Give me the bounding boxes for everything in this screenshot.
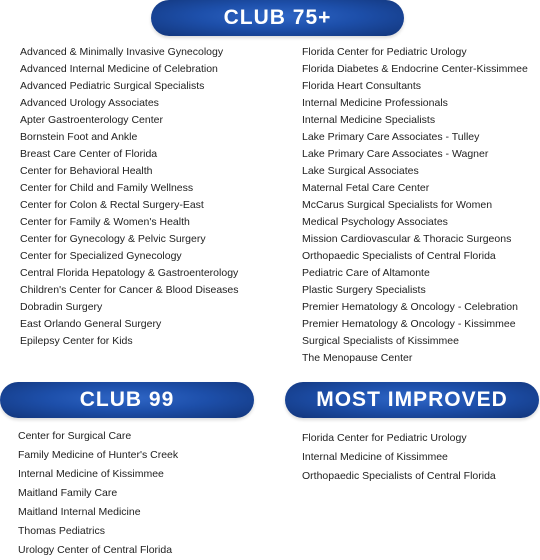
- practice-list-item: Center for Specialized Gynecology: [20, 250, 182, 262]
- practice-list-item: Florida Center for Pediatric Urology: [302, 432, 467, 444]
- practice-list-item: Center for Colon & Rectal Surgery-East: [20, 199, 204, 211]
- practice-list-item: Premier Hematology & Oncology - Celebration: [302, 301, 518, 313]
- most-improved-title: MOST IMPROVED: [316, 388, 508, 411]
- practice-list-item: Medical Psychology Associates: [302, 216, 448, 228]
- practice-list-item: Urology Center of Central Florida: [18, 544, 173, 556]
- club-75-banner: [151, 0, 404, 36]
- practice-list-item: Mission Cardiovascular & Thoracic Surgeons: [302, 233, 512, 245]
- practice-list-item: Florida Center for Pediatric Urology: [302, 46, 467, 58]
- practice-list-item: Bornstein Foot and Ankle: [20, 131, 138, 143]
- practice-list-item: Plastic Surgery Specialists: [302, 284, 426, 296]
- practice-list-item: Internal Medicine Specialists: [302, 114, 436, 126]
- club-99-banner: [0, 382, 254, 418]
- club-75-title: CLUB 75+: [223, 6, 332, 29]
- practice-list-item: Florida Diabetes & Endocrine Center-Kissimmee: [302, 63, 528, 75]
- practice-list-item: Maitland Family Care: [18, 487, 118, 499]
- most-improved-list: [302, 429, 496, 486]
- club-75-list-left: [20, 44, 239, 350]
- practice-list-item: Lake Surgical Associates: [302, 165, 419, 177]
- practice-list-item: Premier Hematology & Oncology - Kissimmee: [302, 318, 516, 330]
- practice-list-item: Advanced Internal Medicine of Celebration: [20, 63, 218, 75]
- practice-list-item: Orthopaedic Specialists of Central Florida: [302, 250, 496, 262]
- practice-list-item: Advanced & Minimally Invasive Gynecology: [20, 46, 224, 58]
- practice-list-item: Maitland Internal Medicine: [18, 506, 141, 518]
- practice-list-item: East Orlando General Surgery: [20, 318, 162, 330]
- practice-list-item: Center for Gynecology & Pelvic Surgery: [20, 233, 206, 245]
- practice-list-item: McCarus Surgical Specialists for Women: [302, 199, 493, 211]
- practice-list-item: Orthopaedic Specialists of Central Florida: [302, 470, 496, 482]
- practice-list-item: Florida Heart Consultants: [302, 80, 422, 92]
- practice-list-item: Internal Medicine Professionals: [302, 97, 448, 109]
- practice-list-item: Apter Gastroenterology Center: [20, 114, 163, 126]
- practice-list-item: Pediatric Care of Altamonte: [302, 267, 430, 279]
- club-99-list: [18, 427, 178, 560]
- practice-list-item: Breast Care Center of Florida: [20, 148, 158, 160]
- practice-list-item: Center for Family & Women's Health: [20, 216, 190, 228]
- practice-list-item: Internal Medicine of Kissimmee: [18, 468, 164, 480]
- club-75-list-right: [302, 44, 528, 367]
- practice-list-item: Internal Medicine of Kissimmee: [302, 451, 448, 463]
- practice-list-item: Lake Primary Care Associates - Tulley: [302, 131, 480, 143]
- practice-list-item: Epilepsy Center for Kids: [20, 335, 133, 347]
- practice-list-item: Family Medicine of Hunter's Creek: [18, 449, 179, 461]
- practice-list-item: Center for Surgical Care: [18, 430, 132, 442]
- practice-list-item: Advanced Urology Associates: [20, 97, 159, 109]
- practice-list-item: Advanced Pediatric Surgical Specialists: [20, 80, 205, 92]
- practice-list-item: Center for Behavioral Health: [20, 165, 153, 177]
- practice-list-item: Lake Primary Care Associates - Wagner: [302, 148, 489, 160]
- practice-list-item: Center for Child and Family Wellness: [20, 182, 194, 194]
- most-improved-banner: [285, 382, 539, 418]
- club-99-title: CLUB 99: [79, 388, 175, 411]
- practice-list-item: The Menopause Center: [302, 352, 413, 364]
- practice-list-item: Dobradin Surgery: [20, 301, 103, 313]
- practice-list-item: Maternal Fetal Care Center: [302, 182, 430, 194]
- practice-list-item: Children's Center for Cancer & Blood Diseases: [20, 284, 239, 296]
- practice-list-item: Central Florida Hepatology & Gastroenterology: [20, 267, 239, 279]
- practice-list-item: Surgical Specialists of Kissimmee: [302, 335, 459, 347]
- practice-list-item: Thomas Pediatrics: [18, 525, 105, 537]
